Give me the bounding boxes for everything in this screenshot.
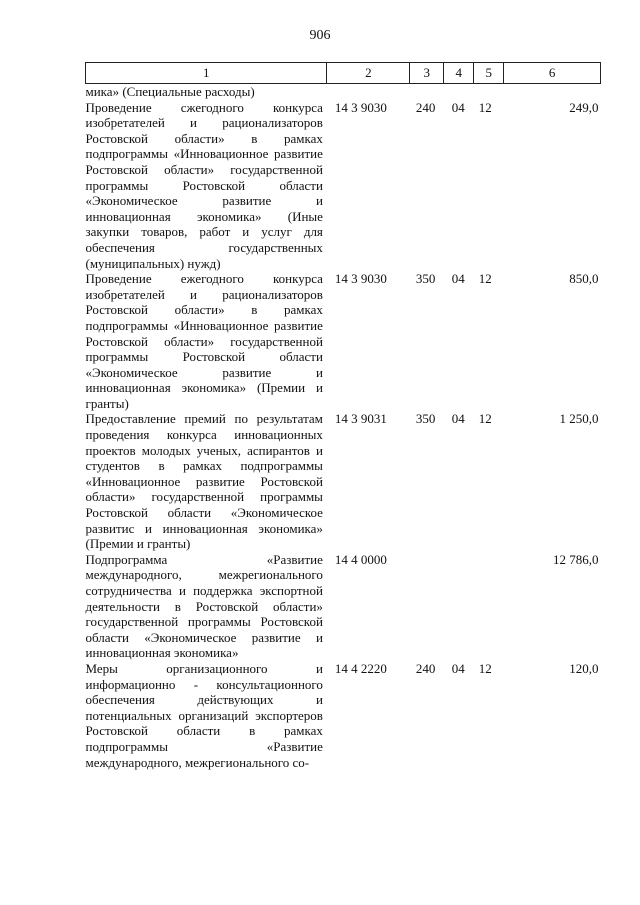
header-col-1: 1 xyxy=(86,63,327,84)
row-pr: 12 xyxy=(478,411,492,427)
row-sum: 249,0 xyxy=(569,99,599,115)
row-code: 14 3 9030 xyxy=(334,99,387,115)
row-pr xyxy=(474,84,504,100)
row-pr: 12 xyxy=(478,660,492,676)
row-sum: 1 250,0 xyxy=(559,411,599,427)
row-code: 14 4 2220 xyxy=(334,660,387,676)
header-col-3: 3 xyxy=(410,63,444,84)
row-pr: 12 xyxy=(478,99,492,115)
row-sum xyxy=(504,84,601,100)
row-name: Проведение ежегодного конкурса изобретателей и рационализаторов Ростовской области» в рамках подпрограммы «Инновационное развитие Ростовской области» государственной программы Ростовской области «Экономическое развитие и инновационная экономика» (Премии и гранты) xyxy=(85,271,323,411)
page-number: 906 xyxy=(309,28,331,43)
row-sum: 850,0 xyxy=(569,271,599,287)
row-rz xyxy=(444,84,474,100)
budget-table xyxy=(85,62,601,770)
header-col-5: 5 xyxy=(474,63,504,84)
header-col-2: 2 xyxy=(327,63,410,84)
row-code xyxy=(327,84,410,100)
row-sum: 12 786,0 xyxy=(553,551,599,567)
row-pr: 12 xyxy=(478,271,492,287)
table-row xyxy=(86,100,601,272)
table-header-row xyxy=(86,63,601,84)
row-name: Подпрограмма «Развитие международного, межрегионального сотрудничества и поддержка экспортной деятельности в Ростовской области» государственной программы Ростовской области «Экономическое развитие и инновационная экономика» xyxy=(85,551,323,661)
row-vr xyxy=(410,552,444,661)
row-code: 14 3 9031 xyxy=(334,411,387,427)
row-name: мика» (Специальные расходы) xyxy=(85,84,255,99)
row-rz: 04 xyxy=(451,411,465,427)
row-rz: 04 xyxy=(451,660,465,676)
row-rz xyxy=(444,552,474,661)
row-name: Проведение сжегодного конкурса изобретателей и рационализаторов Ростовской области» в рамках подпрограммы «Инновационное развитие Ростовской области» государственной программы Ростовской области «Экономическое развитие и инновационная экономика» (Иные закупки товаров, работ и услуг для обеспечения государственных (муниципальных) нужд) xyxy=(85,99,323,271)
table-row xyxy=(86,84,601,100)
row-name: Предоставление премий по результатам проведения конкурса инновационных проектов молодых ученых, аспирантов и студентов в рамках подпрограммы «Инновационное развитие Ростовской области» государственной программы Ростовской области «Экономическое развитис и инновационная экономика» (Премии и гранты) xyxy=(85,411,323,552)
header-col-4: 4 xyxy=(444,63,474,84)
table-row xyxy=(86,552,601,661)
row-vr: 350 xyxy=(415,411,436,427)
row-name: Меры организационного и информационно - консультационного обеспечения действующих и потенциальных организаций экспортеров Ростовской области в рамках подпрограммы «Развитие международного, межрегионального со- xyxy=(85,660,323,770)
row-rz: 04 xyxy=(451,271,465,287)
row-rz: 04 xyxy=(451,99,465,115)
row-vr: 350 xyxy=(415,271,436,287)
row-vr: 240 xyxy=(415,99,436,115)
table-row xyxy=(86,661,601,770)
table-row xyxy=(86,411,601,551)
table-row xyxy=(86,271,601,411)
header-col-6: 6 xyxy=(504,63,601,84)
row-sum: 120,0 xyxy=(569,660,599,676)
row-code: 14 3 9030 xyxy=(334,271,387,287)
row-vr xyxy=(410,84,444,100)
row-pr xyxy=(474,552,504,661)
row-vr: 240 xyxy=(415,660,436,676)
row-code: 14 4 0000 xyxy=(334,551,387,567)
